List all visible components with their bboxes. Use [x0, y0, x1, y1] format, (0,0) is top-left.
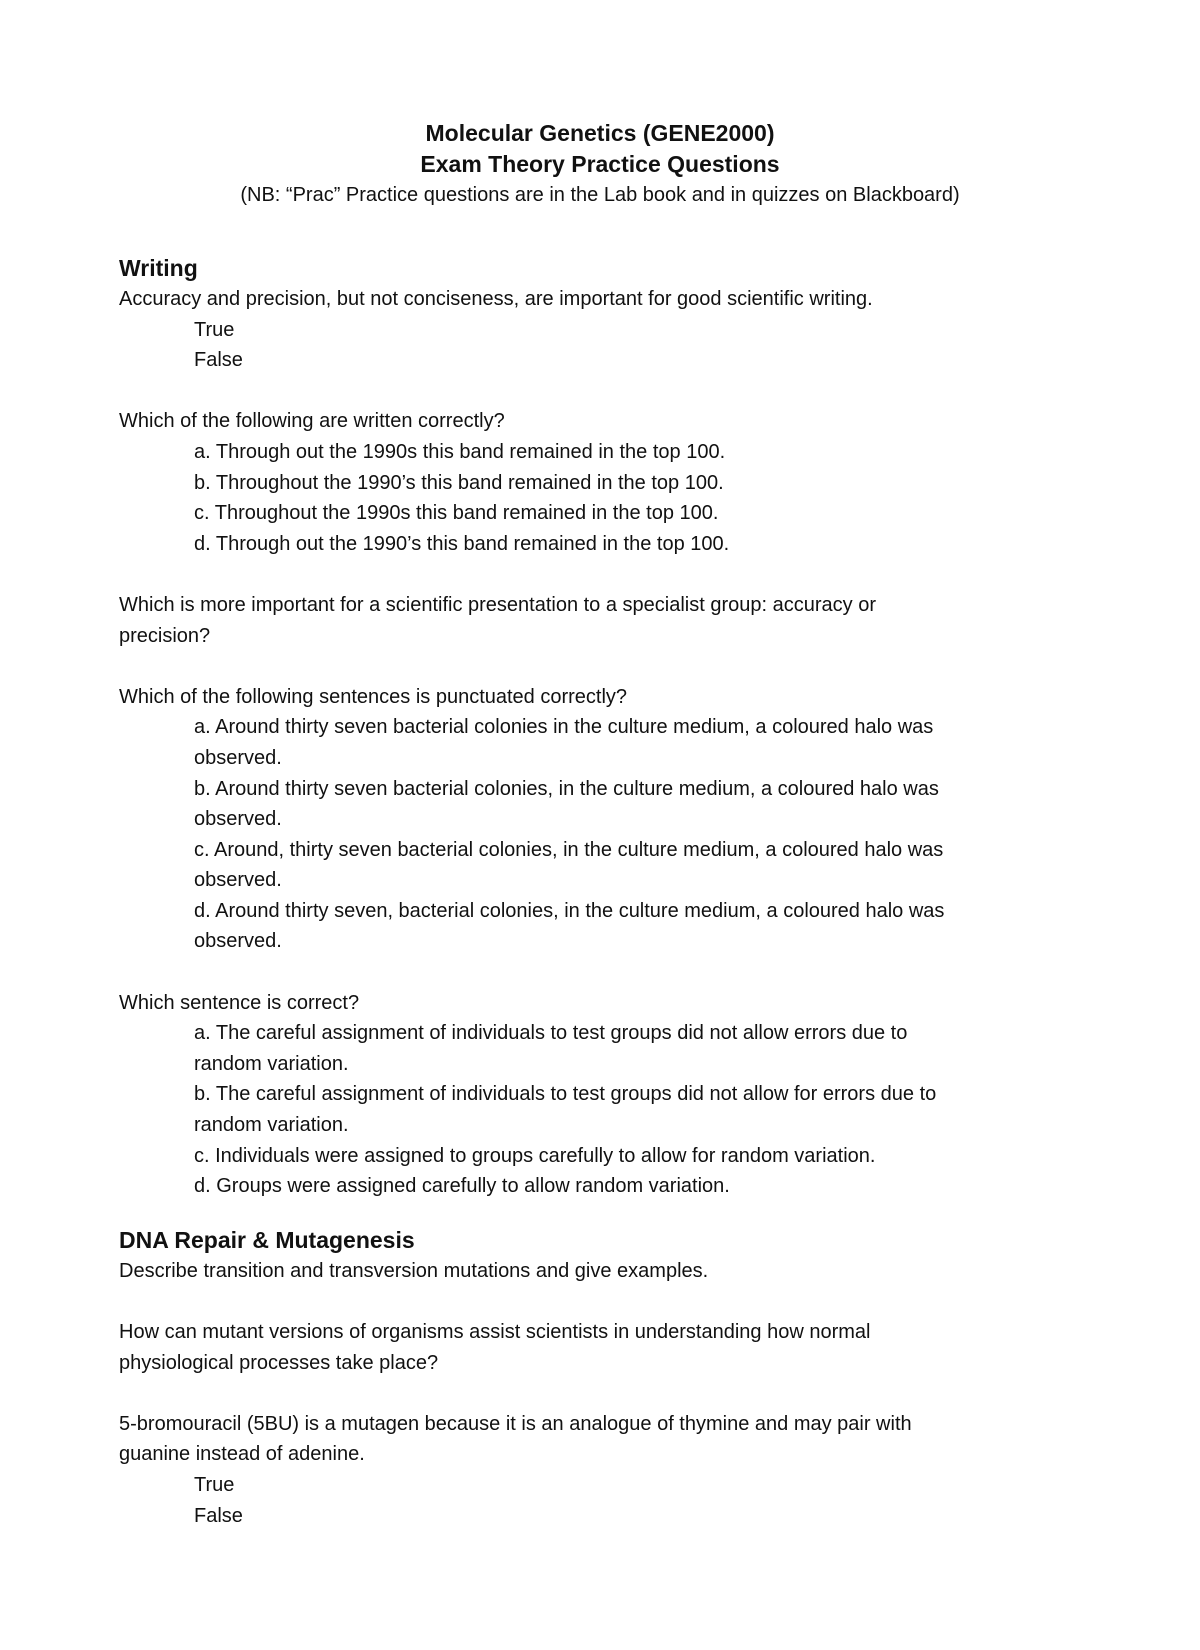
answer-option: False: [194, 349, 243, 372]
spacer: [119, 651, 1079, 682]
document-header: [0, 118, 1200, 211]
answer-option: True: [194, 1473, 235, 1496]
document-body: [119, 252, 1079, 1531]
answer-option-continued: observed.: [194, 746, 282, 769]
spacer: [119, 559, 1079, 590]
answer-option: b. Throughout the 1990’s this band remained in the top 100.: [194, 471, 724, 494]
answer-option: c. Individuals were assigned to groups carefully to allow for random variation.: [194, 1144, 876, 1167]
question-stem-continued: physiological processes take place?: [119, 1351, 439, 1374]
question-writing-2: [119, 406, 1079, 559]
question-stem: Which of the following sentences is punctuated correctly?: [119, 685, 628, 708]
answer-option: a. Around thirty seven bacterial colonies in the culture medium, a coloured halo was: [194, 716, 934, 739]
answer-option: b. Around thirty seven bacterial colonies, in the culture medium, a coloured halo was: [194, 777, 939, 800]
document-subtitle: Exam Theory Practice Questions: [420, 151, 780, 177]
question-stem: How can mutant versions of organisms assist scientists in understanding how normal: [119, 1321, 871, 1343]
answer-option-continued: observed.: [194, 869, 282, 892]
question-stem: Accuracy and precision, but not conciseness, are important for good scientific writing.: [119, 288, 873, 310]
question-stem: Which sentence is correct?: [119, 991, 360, 1014]
answer-option-continued: observed.: [194, 930, 282, 953]
question-writing-3: [119, 590, 1079, 651]
question-stem: 5-bromouracil (5BU) is a mutagen because it is an analogue of thymine and may pair with: [119, 1412, 912, 1435]
section-heading-writing: Writing: [119, 255, 198, 281]
question-stem-continued: guanine instead of adenine.: [119, 1443, 365, 1466]
question-writing-1: [119, 284, 1079, 376]
spacer: [119, 376, 1079, 407]
answer-option: d. Groups were assigned carefully to allow random variation.: [194, 1175, 730, 1198]
question-stem-continued: precision?: [119, 624, 211, 647]
question-dna-1: [119, 1256, 1079, 1287]
question-writing-4: [119, 682, 1079, 957]
answer-option: True: [194, 318, 235, 341]
answer-option: d. Through out the 1990’s this band remained in the top 100.: [194, 532, 730, 555]
document-note: (NB: “Prac” Practice questions are in the Lab book and in quizzes on Blackboard): [240, 184, 960, 206]
answer-option: c. Throughout the 1990s this band remained in the top 100.: [194, 502, 719, 525]
answer-option: False: [194, 1504, 243, 1527]
question-stem: Which of the following are written correctly?: [119, 410, 505, 433]
section-heading-dna-repair: DNA Repair & Mutagenesis: [119, 1226, 415, 1253]
answer-option: d. Around thirty seven, bacterial colonies, in the culture medium, a coloured halo was: [194, 899, 945, 922]
question-dna-3: [119, 1409, 1079, 1531]
question-stem: Describe transition and transversion mutations and give examples.: [119, 1259, 709, 1282]
question-stem: Which is more important for a scientific presentation to a specialist group: accuracy or: [119, 593, 876, 616]
answer-option: b. The careful assignment of individuals to test groups did not allow for errors due to: [194, 1083, 937, 1106]
question-writing-5: [119, 988, 1079, 1202]
answer-option-continued: observed.: [194, 808, 282, 831]
spacer: [119, 1202, 1079, 1224]
question-dna-2: [119, 1317, 1079, 1378]
spacer: [119, 1286, 1079, 1317]
document-title: Molecular Genetics (GENE2000): [425, 120, 775, 146]
answer-option: a. Through out the 1990s this band remained in the top 100.: [194, 440, 726, 463]
answer-option: a. The careful assignment of individuals to test groups did not allow errors due to: [194, 1022, 908, 1045]
spacer: [119, 957, 1079, 988]
spacer: [119, 1378, 1079, 1409]
answer-option-continued: random variation.: [194, 1114, 349, 1137]
answer-option: c. Around, thirty seven bacterial colonies, in the culture medium, a coloured halo was: [194, 838, 944, 861]
answer-option-continued: random variation.: [194, 1052, 349, 1075]
